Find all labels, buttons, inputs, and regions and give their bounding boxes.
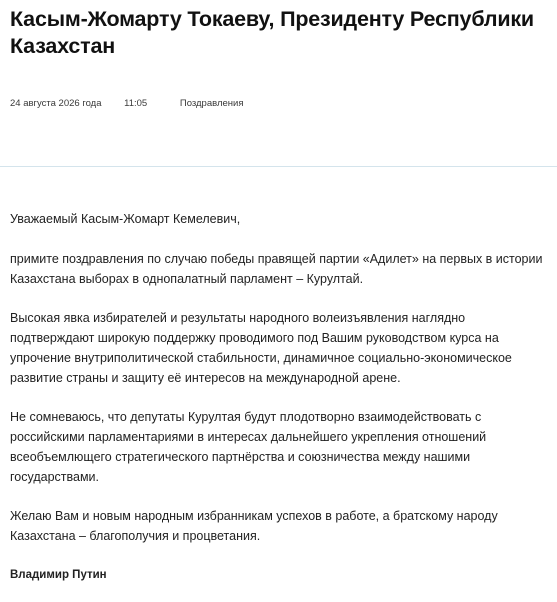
article-body: [10, 209, 550, 585]
letter-paragraph-1: примите поздравления по случаю победы правящей партии «Адилет» на первых в истории Казахстана выборах в однопалатный парламент – Курултай.: [10, 252, 543, 286]
article-meta: [10, 98, 243, 109]
letter-paragraph-4: Желаю Вам и новым народным избранникам успехов в работе, а братскому народу Казахстана – благополучия и процветания.: [10, 509, 498, 543]
letter-paragraph-2: Высокая явка избирателей и результаты народного волеизъявления наглядно подтверждают широкую поддержку проводимого под Вашим руководством курса на упрочение внутриполитической стабильности, динамичное социально-экономическое развитие страны и защиту её интересов на международной арене.: [10, 311, 512, 385]
letter-paragraph-3: Не сомневаюсь, что депутаты Курултая будут плодотворно взаимодействовать с российскими парламентариями в интересах дальнейшего укрепления отношений всеобъемлющего стратегического партнёрства и союзничества между нашими государствами.: [10, 410, 487, 484]
article-date: 24 августа 2026 года: [10, 98, 102, 109]
article-title: Касым-Жомарту Токаеву, Президенту Республики Казахстан: [10, 7, 534, 58]
letter-greeting: Уважаемый Касым-Жомарт Кемелевич,: [10, 212, 241, 226]
letter-signature: Владимир Путин: [10, 569, 107, 581]
article-time: 11:05: [124, 98, 148, 109]
header-divider: [0, 166, 557, 167]
article-header: [10, 6, 550, 60]
article-category-link[interactable]: Поздравления: [179, 98, 244, 109]
